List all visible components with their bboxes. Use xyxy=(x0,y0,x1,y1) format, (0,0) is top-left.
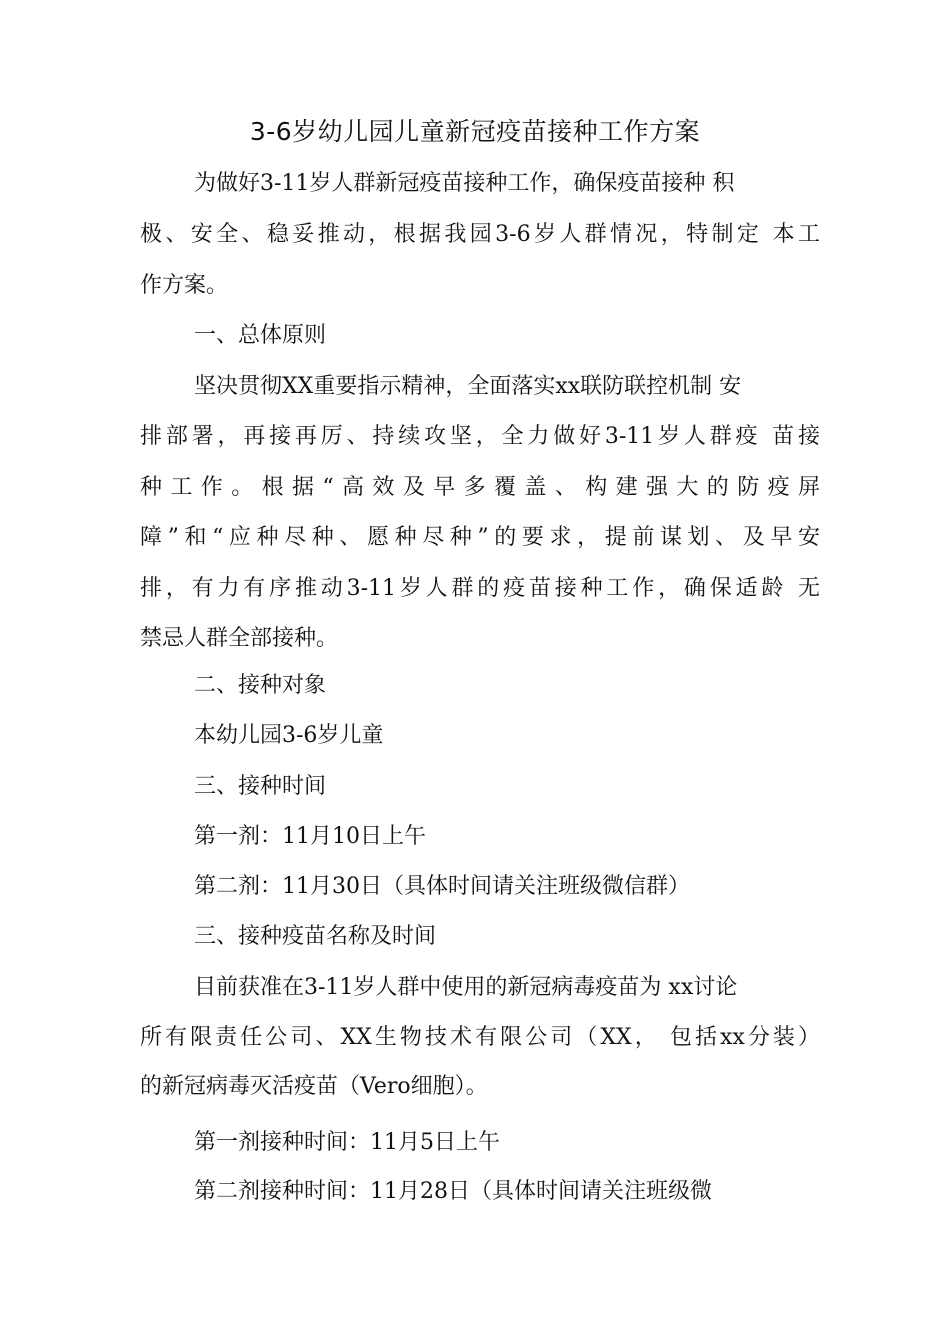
paragraph-line: 所有限责任公司、XX生物技术有限公司（XX， 包括xx分装） xyxy=(140,1025,820,1050)
paragraph-line: 目前获准在3-11岁人群中使用的新冠病毒疫苗为 xx讨论 xyxy=(194,975,738,1000)
paragraph-line: 种工作。根据“高效及早多覆盖、构建强大的防疫屏 xyxy=(140,475,820,500)
paragraph-line: 第二剂接种时间：11月28日（具体时间请关注班级微 xyxy=(194,1179,712,1204)
section-heading: 三、接种疫苗名称及时间 xyxy=(194,924,437,949)
paragraph-line: 排，有力有序推动3-11岁人群的疫苗接种工作，确保适龄 无 xyxy=(140,576,820,601)
section-heading: 二、接种对象 xyxy=(194,673,327,698)
paragraph-line: 禁忌人群全部接种。 xyxy=(140,626,339,651)
paragraph-line: 排部署，再接再厉、持续攻坚，全力做好3-11岁人群疫 苗接 xyxy=(140,424,820,449)
document-title: 3-6岁幼儿园儿童新冠疫苗接种工作方案 xyxy=(249,117,701,146)
paragraph-line: 为做好3-11岁人群新冠疫苗接种工作，确保疫苗接种 积 xyxy=(194,171,735,196)
section-heading: 三、接种时间 xyxy=(194,774,327,799)
paragraph-line: 极、安全、稳妥推动，根据我园3-6岁人群情况，特制定 本工 xyxy=(140,222,820,247)
paragraph-line: 第一剂接种时间：11月5日上午 xyxy=(194,1130,500,1155)
paragraph-line: 障”和“应种尽种、愿种尽种”的要求，提前谋划、及早安 xyxy=(140,525,820,550)
paragraph-line: 本幼儿园3-6岁儿童 xyxy=(194,723,384,748)
paragraph-line: 作方案。 xyxy=(140,273,229,298)
paragraph-line: 第二剂：11月30日（具体时间请关注班级微信群） xyxy=(194,874,690,899)
paragraph-line: 的新冠病毒灭活疫苗（Vero细胞）。 xyxy=(140,1074,488,1099)
paragraph-line: 第一剂：11月10日上午 xyxy=(194,824,426,849)
paragraph-line: 坚决贯彻XX重要指示精神，全面落实xx联防联控机制 安 xyxy=(194,374,742,399)
section-heading: 一、总体原则 xyxy=(194,323,327,348)
